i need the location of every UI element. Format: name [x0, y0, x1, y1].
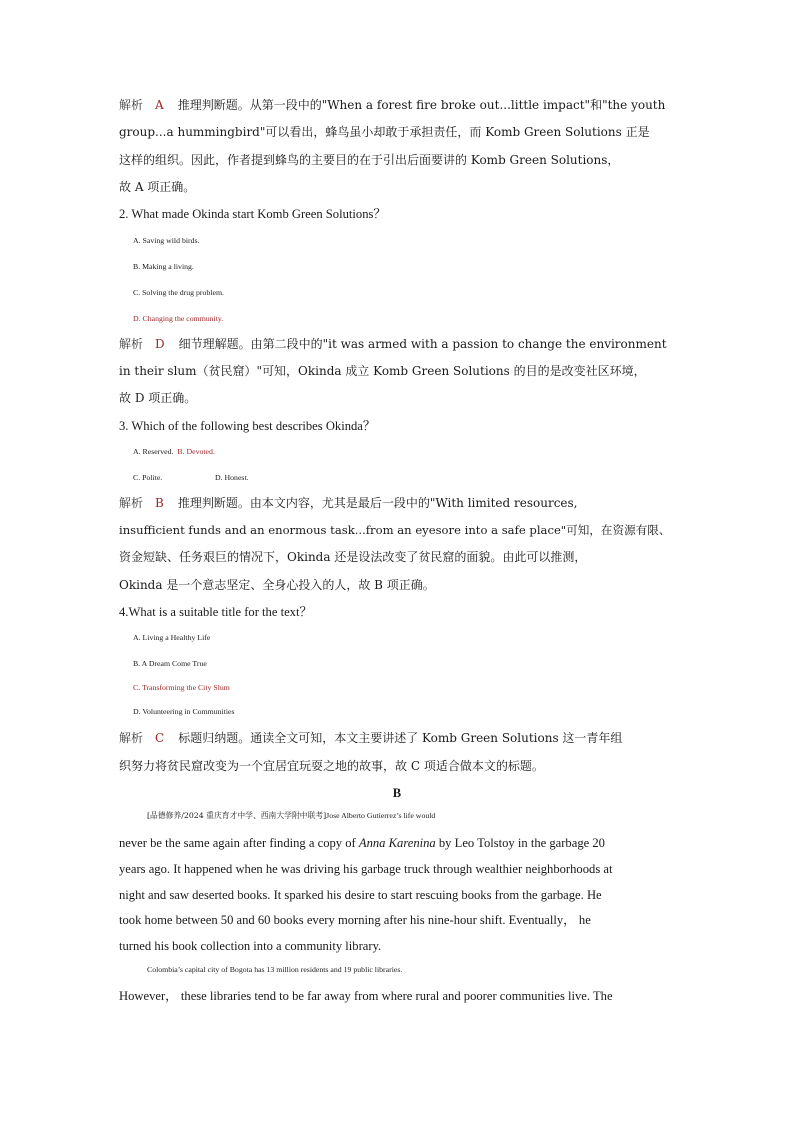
passage-p2-line-2: However， these libraries tend to be far away from where rural and poorer communities live. The — [119, 989, 613, 1003]
passage-p1-line-3: years ago. It happened when he was driving his garbage truck through wealthier neighborhoods at — [119, 862, 613, 876]
q4-option-a: A. Living a Healthy Life — [133, 633, 211, 642]
q2-question: 2. What made Okinda start Komb Green Solutions？ — [119, 207, 386, 221]
q4-option-b: B. A Dream Come True — [133, 659, 207, 668]
q3-option-c: C. Polite. — [133, 473, 163, 482]
q4-option-d: D. Volunteering in Communities — [133, 707, 235, 716]
q1-analysis-line-4: 故 A 项正确。 — [119, 180, 196, 194]
section-heading: B — [392, 786, 402, 800]
q3-analysis-line-2: insufficient funds and an enormous task...from an eyesore into a safe place"可知，在资源有限、 — [119, 523, 671, 537]
q4-analysis-line-2: 织努力将贫民窟改变为一个宜居宜玩耍之地的故事，故 C 项适合做本文的标题。 — [119, 759, 544, 773]
answer-letter: B — [155, 496, 164, 510]
passage-p1-line-1: [品德修养/2024 重庆育才中学、西南大学附中联考]Jose Alberto Gutierrez’s life would — [147, 811, 436, 820]
passage-source: [品德修养/2024 重庆育才中学、西南大学附中联考] — [147, 811, 327, 820]
q1-analysis-line-3: 这样的组织。因此，作者提到蜂鸟的主要目的在于引出后面要讲的 Komb Green Solutions， — [119, 153, 620, 167]
q4-analysis-line-1: 解析 C 标题归纳题。通读全文可知，本文主要讲述了 Komb Green Solutions 这一青年组 — [119, 731, 623, 745]
q1-analysis-line-2: group...a hummingbird"可以看出，蜂鸟虽小却敢于承担责任，而 Komb Green Solutions 正是 — [119, 125, 650, 139]
passage-p1-line-6: turned his book collection into a community library. — [119, 939, 382, 953]
analysis-label: 解析 — [119, 98, 144, 112]
q2-option-a: A. Saving wild birds. — [133, 236, 200, 245]
q2-analysis-line-3: 故 D 项正确。 — [119, 391, 197, 405]
q2-option-b: B. Making a living. — [133, 262, 194, 271]
passage-p1-line-4: night and saw deserted books. It sparked his desire to start rescuing books from the garbage. He — [119, 888, 602, 902]
q4-question: 4.What is a suitable title for the text？ — [119, 605, 313, 619]
book-title: Anna Karenina — [358, 836, 436, 850]
analysis-label: 解析 — [119, 496, 144, 510]
analysis-label: 解析 — [119, 731, 144, 745]
q3-option-d: D. Honest. — [215, 473, 249, 482]
q3-question: 3. Which of the following best describes Okinda？ — [119, 419, 376, 433]
passage-p1-line-2: never be the same again after finding a copy of Anna Karenina by Leo Tolstoy in the garbage 20 — [119, 836, 605, 850]
q3-analysis-line-4: Okinda 是一个意志坚定、全身心投入的人，故 B 项正确。 — [119, 578, 435, 592]
answer-letter: C — [155, 731, 165, 745]
q1-analysis-line-1: 解析 A 推理判断题。从第一段中的"When a forest fire broke out...little impact"和"the youth — [119, 98, 666, 112]
q2-option-c: C. Solving the drug problem. — [133, 288, 224, 297]
q2-option-d-correct: D. Changing the community. — [133, 314, 224, 323]
q3-option-a: A. Reserved. — [133, 447, 174, 456]
q3-options-row-2 — [133, 469, 689, 487]
q3-analysis-line-3: 资金短缺、任务艰巨的情况下，Okinda 还是设法改变了贫民窟的面貌。由此可以推测， — [119, 550, 587, 564]
passage-p2-line-1: Colombia’s capital city of Bogota has 13 million residents and 19 public libraries. — [147, 965, 403, 974]
q2-analysis-line-1: 解析 D 细节理解题。由第二段中的"it was armed with a passion to change the environment — [119, 337, 667, 351]
q4-option-c-correct: C. Transforming the City Slum — [133, 683, 230, 692]
q2-analysis-line-2: in their slum（贫民窟）"可知，Okinda 成立 Komb Green Solutions 的目的是改变社区环境， — [119, 364, 646, 378]
q3-analysis-line-1: 解析 B 推理判断题。由本文内容，尤其是最后一段中的"With limited resources, — [119, 496, 578, 510]
q3-option-b-correct: B. Devoted. — [177, 447, 215, 456]
answer-letter: A — [155, 98, 164, 112]
answer-letter: D — [155, 337, 165, 351]
q3-options-row-1 — [133, 443, 689, 461]
passage-p1-line-5: took home between 50 and 60 books every morning after his nine-hour shift. Eventually， he — [119, 913, 591, 927]
analysis-label: 解析 — [119, 337, 144, 351]
